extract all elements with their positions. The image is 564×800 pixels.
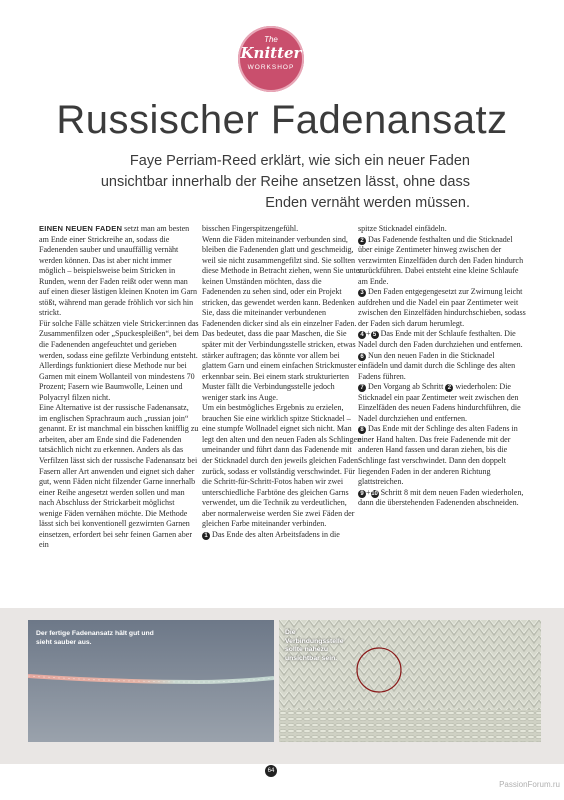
text-column-3 bbox=[358, 224, 526, 509]
paragraph-alternative: Eine Alternative ist der russische Fadenansatz, im englischen Sprachraum auch „russian join“ genannt. Er ist manchmal ein bisschen knifflig zu arbeiten, aber am Ende sind die Fadenenden tatsächlich nicht zu erkennen. Anders als das Verfilzen lässt sich der russische Fadenansatz bei Fasern aller Art anwenden und eignet sich daher gut, wenn Fäden nicht filzender Garne innerhalb einer Reihe angesetzt werden sollen und man nach Abschluss der Strickarbeit möglichst wenige Fäden vernähen möchte. Die Methode lässt sich bei konventionell gezwirnten Garnen einsetzen, erfordert bei sehr feinen Garnen aber ein bbox=[39, 403, 199, 550]
intro-text: setzt man am besten am Ende einer Strickreihe an, sodass die Fadenenden sauber und unauffällig vernäht werden können. Das ist aber nicht immer möglich – beispielsweise beim Stricken in Runden, wenn der Faden reißt oder wenn man auf einen dieser lästigen kleinen Knoten im Garn stößt, während man gerade fröhlich vor sich hin strickt. bbox=[39, 224, 197, 318]
page-number: 64 bbox=[265, 765, 277, 777]
lead-in: EINEN NEUEN FADEN bbox=[39, 224, 123, 233]
step-6 bbox=[358, 351, 526, 383]
step-number-icon: 8 bbox=[358, 426, 366, 434]
step-8 bbox=[358, 424, 526, 487]
paragraph-join-result: Wenn die Fäden miteinander verbunden sind, bleiben die Fadenenden glatt und geschmeidig, weil sie nicht zusammengefilzt sind. Sie sollten diese Methode in Betracht ziehen, wenn Sie unter keinen Umständen möchten, dass die Fadenenden zu sehen sind, oder ein Projekt stricken, das gewendet werden kann. Bedenken Sie, dass die miteinander verbundenen Fadenenden dicker sind als ein einzelner Faden. Das bedeutet, dass die paar Maschen, die Sie später mit der Verbindungsstelle stricken, etwas stärker auftragen; das könnte vor allem bei glattem Garn und einem einfachen Strickmuster erkennbar sein. Bei einem stark strukturierten Muster fällt die Verbindungsstelle jedoch weniger stark ins Auge. bbox=[202, 234, 362, 402]
article-title: Russischer Fadenansatz bbox=[56, 98, 508, 142]
step-number-icon: 1 bbox=[202, 532, 210, 540]
step-7 bbox=[358, 382, 526, 424]
logo-workshop: WORKSHOP bbox=[247, 64, 295, 71]
text-column-1 bbox=[39, 224, 199, 551]
step-text: Das Ende mit der Schlinge des alten Fadens in einer Hand halten. Das freie Fadenende mit der anderen Hand fassen und daran ziehen, bis die Schlinge fast verschwindet. Dann den doppelt liegenden Faden in der anderen Richtung glattstreichen. bbox=[358, 424, 518, 487]
step-2 bbox=[358, 235, 526, 288]
step-number-icon: 7 bbox=[358, 384, 366, 392]
step-1-continuation: spitze Sticknadel einfädeln. bbox=[358, 224, 447, 233]
step-1 bbox=[202, 530, 362, 541]
step-text: Schritt 8 mit dem neuen Faden wiederholen, dann die überstehenden Fadenenden abschneiden. bbox=[358, 487, 524, 508]
step-3 bbox=[358, 287, 526, 329]
paragraph-needle: Um ein bestmögliches Ergebnis zu erzielen, brauchen Sie eine wirklich spitze Sticknadel – eine stumpfe Wollnadel eignet sich nicht. Man legt den alten und den neuen Faden als Schlingen umeinander und führt dann das Fadenende mit der Sticknadel durch den jeweils gleichen Faden zurück, sodass er vollständig verschwindet. Für die Schritt-für-Schritt-Fotos haben wir zwei unterschiedliche Farbtöne des gleichen Garns verwendet, um die Technik zu verdeutlichen, aber normalerweise werden Sie zwei Fäden der gleichen Farbe miteinander verbinden. bbox=[202, 403, 362, 529]
step-number-icon: 4 bbox=[358, 331, 366, 339]
step-number-icon: 10 bbox=[371, 490, 378, 497]
step-number-icon: 5 bbox=[371, 331, 379, 339]
step-text: Den Faden entgegengesetzt zur Zwirnung leicht aufdrehen und die Nadel ein paar Zentimeter weit zwischen den Einzelfäden hindurchschieben, sodass der Faden sich darum herumlegt. bbox=[358, 287, 526, 328]
step-number-icon: 3 bbox=[358, 289, 366, 297]
step-text: Das Fadenende festhalten und die Sticknadel über einige Zentimeter hinweg zwischen der verzwirnten Einzelfäden durch den Faden hindurch zurückführen. Dabei entsteht eine kleine Schlaufe am Ende. bbox=[358, 234, 524, 286]
article-subtitle: Faye Perriam-Reed erklärt, wie sich ein neuer Faden unsichtbar innerhalb der Reihe ansetzen lässt, ohne dass Enden vernäht werden müssen. bbox=[100, 153, 470, 211]
step-text: Das Ende des alten Arbeitsfadens in die bbox=[212, 529, 340, 539]
step-number-icon: 2 bbox=[358, 237, 366, 245]
step-text: Den Vorgang ab Schritt bbox=[368, 382, 446, 392]
text-column-2 bbox=[202, 224, 362, 540]
watermark: PassionForum.ru bbox=[499, 780, 560, 789]
paragraph-continuation: bisschen Fingerspitzengefühl. bbox=[202, 224, 299, 233]
step-plus: + bbox=[366, 487, 371, 497]
step-text: Nun den neuen Faden in die Sticknadel einfädeln und damit durch die Schlinge des alten Fadens führen. bbox=[358, 350, 516, 381]
knitter-workshop-logo bbox=[238, 26, 304, 92]
step-text: wiederholen: Die Sticknadel ein paar Zentimeter weit zwischen den Einzelfäden des neuen Fadens hindurchführen, die Nadel durchziehen und entfernen. bbox=[358, 382, 521, 423]
paragraph-felting: Für solche Fälle schätzen viele Stricker:innen das Zusammenfilzen oder „Spuckespleißen“, bei dem die Fadenenden angefeuchtet und gerieben werden, sodass eine gefilzte Verbindung entsteht. Allerdings funktioniert diese Methode nur bei Garnen mit einem Wollanteil von mindestens 70 Prozent; Fasern wie Baumwolle, Leinen und Polyacryl filzen nicht. bbox=[39, 318, 199, 402]
knitted-swatch-photo bbox=[279, 620, 541, 742]
step-plus: + bbox=[366, 329, 371, 339]
paragraph-intro bbox=[39, 224, 199, 319]
step-number-icon: 9 bbox=[358, 490, 366, 498]
step-number-icon: 6 bbox=[358, 353, 366, 361]
photo-caption-finished: Der fertige Fadenansatz hält gut und sieht sauber aus. bbox=[36, 630, 154, 646]
logo-name: Knitter bbox=[240, 44, 302, 62]
photo-caption-invisible: Die Verbindungsstelle sollte nahezu unsichtbar sein. bbox=[285, 629, 344, 662]
step-number-icon: 2 bbox=[445, 384, 453, 392]
step-text: Das Ende mit der Schlaufe festhalten. Die Nadel durch den Faden durchziehen und entfernen. bbox=[358, 329, 523, 350]
step-9-10 bbox=[358, 488, 526, 509]
finished-join-photo bbox=[28, 620, 274, 742]
logo-the: The bbox=[264, 35, 278, 44]
step-4-5 bbox=[358, 329, 526, 350]
